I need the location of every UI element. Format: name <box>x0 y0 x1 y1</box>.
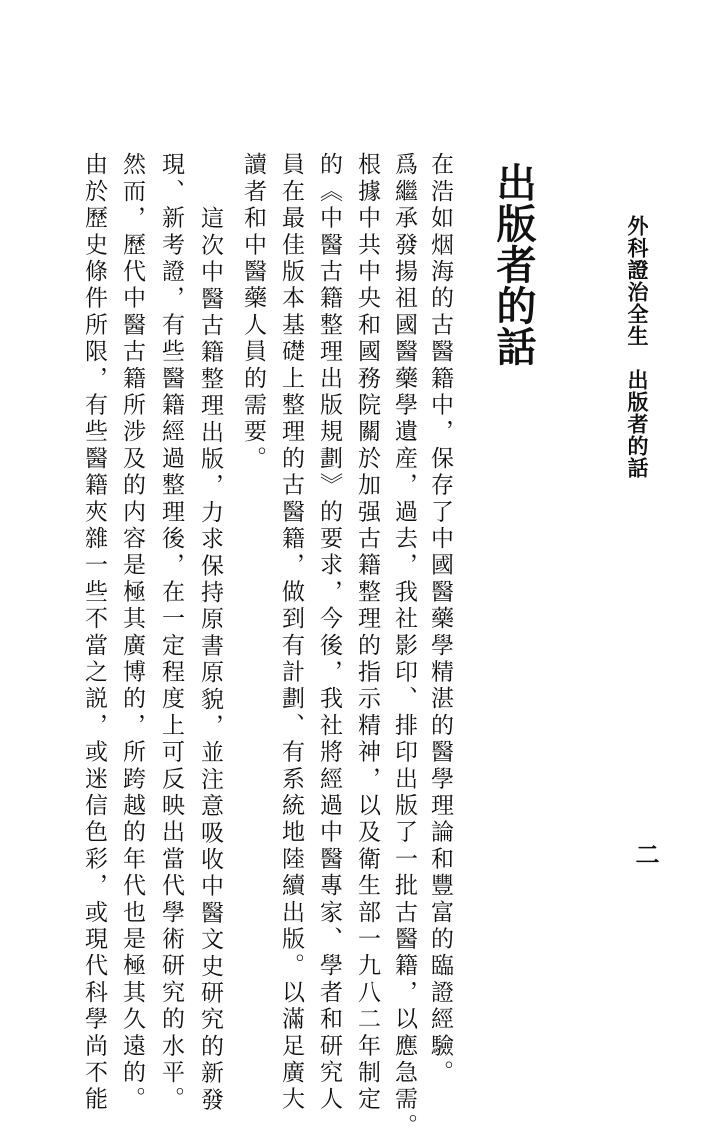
text-column-1: 在浩如烟海的古醫籍中，保存了中國醫藥學精湛的醫學理論和豐富的臨證經驗。 <box>427 152 453 1087</box>
text-column-9: 然而，歷代中醫古籍所涉及的内容是極其廣博的，所跨越的年代也是極其久遠的。 <box>119 152 145 1114</box>
text-column-5: 員在最佳版本基礎上整理的古醫籍，做到有計劃、有系統地陸續出版。以滿足廣大 <box>278 152 304 1114</box>
text-column-6: 讀者和中醫藥人員的需要。 <box>240 152 266 473</box>
text-column-3: 根據中共中央和國務院關於加强古籍整理的指示精神，以及衛生部一九八二年制定 <box>354 152 380 1114</box>
page-number: 二 <box>631 842 660 866</box>
text-column-4: 的《中醫古籍整理出版規劃》的要求，今後，我社將經過中醫專家、學者和研究人 <box>316 152 342 1114</box>
page-title: 出版者的話 <box>490 162 537 367</box>
text-column-10: 由於歷史條件所限，有些醫籍夾雜一些不當之説，或迷信色彩，或現代科學尚不能 <box>81 152 107 1114</box>
text-column-8: 現、新考證，有些醫籍經過整理後，在一定程度上可反映出當代學術研究的水平。 <box>158 152 184 1114</box>
text-column-2: 爲繼承發揚祖國醫藥學遺産，過去，我社影印、排印出版了一批古醫籍，以應急需。 <box>391 152 417 1140</box>
text-column-7: 這次中醫古籍整理出版，力求保持原書原貌，並注意吸收中醫文史研究的新發 <box>197 206 223 1114</box>
running-head: 外科證治全生 出版者的話 <box>625 215 650 479</box>
